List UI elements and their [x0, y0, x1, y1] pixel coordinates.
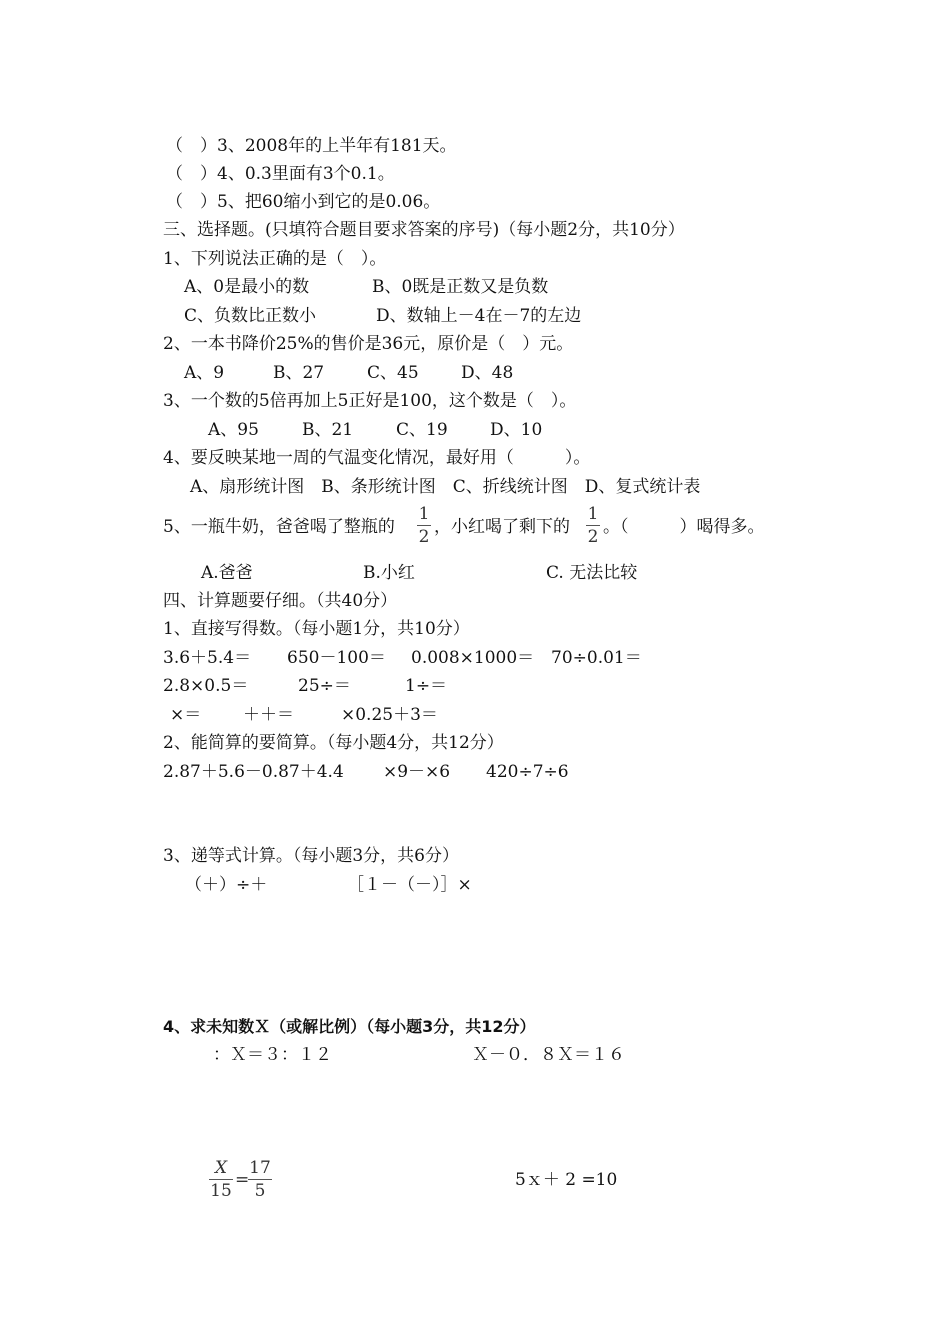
- calc-item: 70÷0.01＝: [551, 648, 642, 668]
- q2-stem: 2、一本书降价25%的售价是36元，原价是（ ）元。: [163, 334, 574, 354]
- simplify-item: 2.87＋5.6－0.87＋4.4: [163, 762, 344, 782]
- stepwise-item: （＋）÷＋: [185, 875, 268, 895]
- stepwise-item: ［１－（－）］×: [347, 875, 472, 895]
- simplify-item: 420÷7÷6: [486, 762, 569, 782]
- equation-4: 5ｘ＋ 2 =10: [515, 1170, 618, 1190]
- s4-title: 4、求未知数Ｘ（或解比例）（每小题3分，共12分）: [163, 1017, 536, 1036]
- equation-3-fraction-right: 17 5: [249, 1158, 271, 1201]
- q2-option-a: A、9: [184, 363, 225, 383]
- calc-item: ＋＋＝: [243, 705, 294, 725]
- q2-option-c: C、45: [367, 363, 419, 383]
- q5-option-a: A.爸爸: [201, 563, 253, 583]
- calc-item: 650－100＝: [287, 648, 386, 668]
- calc-item: 1÷＝: [405, 676, 448, 696]
- calc-item: 3.6＋5.4＝: [163, 648, 252, 668]
- judgement-item-5: （ ）5、把60缩小到它的是0.06。: [166, 192, 441, 212]
- q5-option-c: C. 无法比较: [546, 563, 638, 583]
- calc-item: 25÷＝: [298, 676, 351, 696]
- q5-stem-part2: ，小红喝了剩下的: [434, 517, 570, 537]
- equation-1: ：Ｘ＝３：１２: [213, 1045, 332, 1065]
- q5-fraction-1: 1 2: [418, 504, 430, 547]
- q5-option-b: B.小红: [363, 563, 415, 583]
- equation-3-equals: =: [235, 1170, 250, 1190]
- q1-option-d: D、数轴上－4在－7的左边: [376, 306, 582, 326]
- q3-option-a: A、95: [208, 420, 259, 440]
- q2-option-d: D、48: [461, 363, 514, 383]
- calc-item: ×＝: [170, 705, 202, 725]
- s1-title: 1、直接写得数。（每小题1分，共10分）: [163, 619, 470, 639]
- q2-option-b: B、27: [273, 363, 325, 383]
- judgement-item-4: （ ）4、0.3里面有3个0.1。: [166, 164, 395, 184]
- q1-stem: 1、下列说法正确的是（ ）。: [163, 249, 387, 269]
- calc-item: ×0.25＋3＝: [341, 705, 438, 725]
- judgement-item-3: （ ）3、2008年的上半年有181天。: [166, 136, 457, 156]
- equation-3-fraction-left: X 15: [210, 1158, 232, 1201]
- section4-title: 四、计算题要仔细。（共40分）: [163, 591, 398, 611]
- q3-option-c: C、19: [396, 420, 448, 440]
- q1-option-a: A、0是最小的数: [184, 277, 310, 297]
- q5-stem-part1: 5、一瓶牛奶，爸爸喝了整瓶的: [163, 517, 395, 537]
- q5-fraction-2: 1 2: [587, 504, 599, 547]
- calc-item: 2.8×0.5＝: [163, 676, 249, 696]
- q4-stem: 4、要反映某地一周的气温变化情况，最好用（ ）。: [163, 448, 591, 468]
- q1-option-b: B、0既是正数又是负数: [372, 277, 549, 297]
- q4-options: A、扇形统计图 B、条形统计图 C、折线统计图 D、复式统计表: [190, 477, 701, 497]
- s2-title: 2、能简算的要简算。（每小题4分，共12分）: [163, 733, 504, 753]
- q3-option-b: B、21: [302, 420, 354, 440]
- simplify-item: ×9－×6: [383, 762, 451, 782]
- q3-option-d: D、10: [490, 420, 543, 440]
- s3-title: 3、递等式计算。（每小题3分，共6分）: [163, 846, 459, 866]
- section3-title: 三、选择题。(只填符合题目要求答案的序号)（每小题2分，共10分）: [163, 220, 685, 240]
- q3-stem: 3、一个数的5倍再加上5正好是100，这个数是（ ）。: [163, 391, 577, 411]
- calc-item: 0.008×1000＝: [411, 648, 535, 668]
- q5-stem-part3: 。（ ）喝得多。: [603, 517, 765, 537]
- equation-2: Ｘ－０．８Ｘ＝１６: [472, 1045, 625, 1065]
- q1-option-c: C、负数比正数小: [184, 306, 317, 326]
